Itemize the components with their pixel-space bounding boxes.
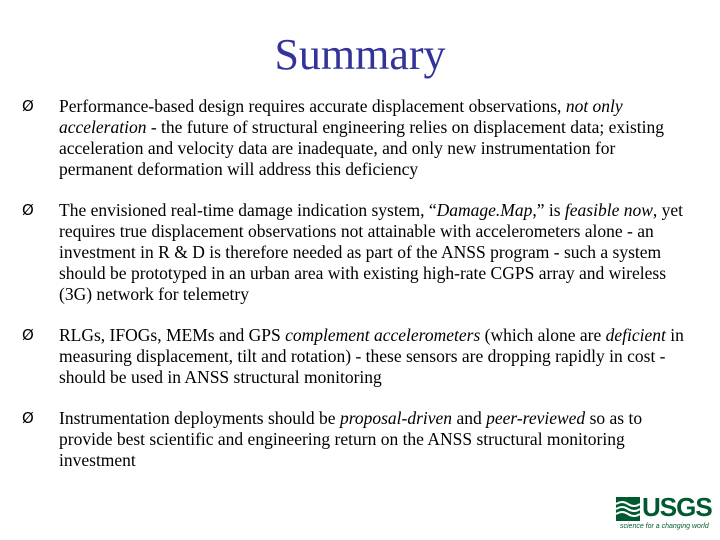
bullet-item: [22, 96, 692, 180]
text-run: ,” is: [532, 200, 565, 220]
bullet-list: [22, 96, 692, 471]
bullet-text: [59, 200, 683, 304]
italic-phrase: proposal-driven: [339, 408, 453, 428]
text-run: so as to provide best scientific and engineering return on the ANSS structural monitoring investment: [59, 408, 643, 470]
text-run: The envisioned real-time damage indication system, “: [59, 200, 437, 220]
arrow-bullet-icon: Ø: [22, 409, 34, 427]
text-run: in measuring displacement, tilt and rotation) - these sensors are dropping rapidly in cost - should be used in ANSS structural monitoring: [59, 325, 684, 387]
italic-phrase: feasible now: [564, 200, 653, 220]
bullet-item: [22, 200, 692, 305]
bullet-item: [22, 325, 692, 388]
arrow-bullet-icon: Ø: [22, 326, 34, 344]
usgs-logo: [616, 492, 712, 535]
text-run: - the future of structural engineering relies on displacement data; existing acceleration and velocity data are inadequate, and only new instrumentation for permanent deformation will address this deficiency: [59, 117, 665, 179]
usgs-wave-icon: [616, 497, 642, 523]
text-run: Performance-based design requires accurate displacement observations,: [59, 96, 566, 116]
bullet-text: [59, 325, 684, 387]
text-run: and: [452, 408, 487, 428]
text-run: Instrumentation deployments should be: [59, 408, 340, 428]
italic-phrase: not only acceleration: [59, 96, 623, 137]
italic-phrase: Damage.Map: [436, 200, 533, 220]
text-run: , yet requires true displacement observations not attainable with accelerometers alone - an investment in R & D is therefore needed as part of the ANSS program - such a system should be prototyped in an urban area with existing high-rate CGPS array and wireless (3G) network for telemetry: [59, 200, 684, 304]
usgs-tagline: science for a changing world: [620, 523, 709, 530]
usgs-wordmark: USGS: [642, 492, 712, 522]
bullet-text: [59, 408, 642, 470]
text-run: RLGs, IFOGs, MEMs and GPS: [59, 325, 286, 345]
bullet-text: [59, 96, 664, 179]
italic-phrase: complement accelerometers: [285, 325, 481, 345]
italic-phrase: deficient: [605, 325, 666, 345]
slide-title: Summary: [274, 30, 446, 79]
bullet-item: [22, 408, 692, 471]
text-run: (which alone are: [480, 325, 606, 345]
arrow-bullet-icon: Ø: [22, 201, 34, 219]
italic-phrase: peer-reviewed: [486, 408, 586, 428]
arrow-bullet-icon: Ø: [22, 97, 34, 115]
